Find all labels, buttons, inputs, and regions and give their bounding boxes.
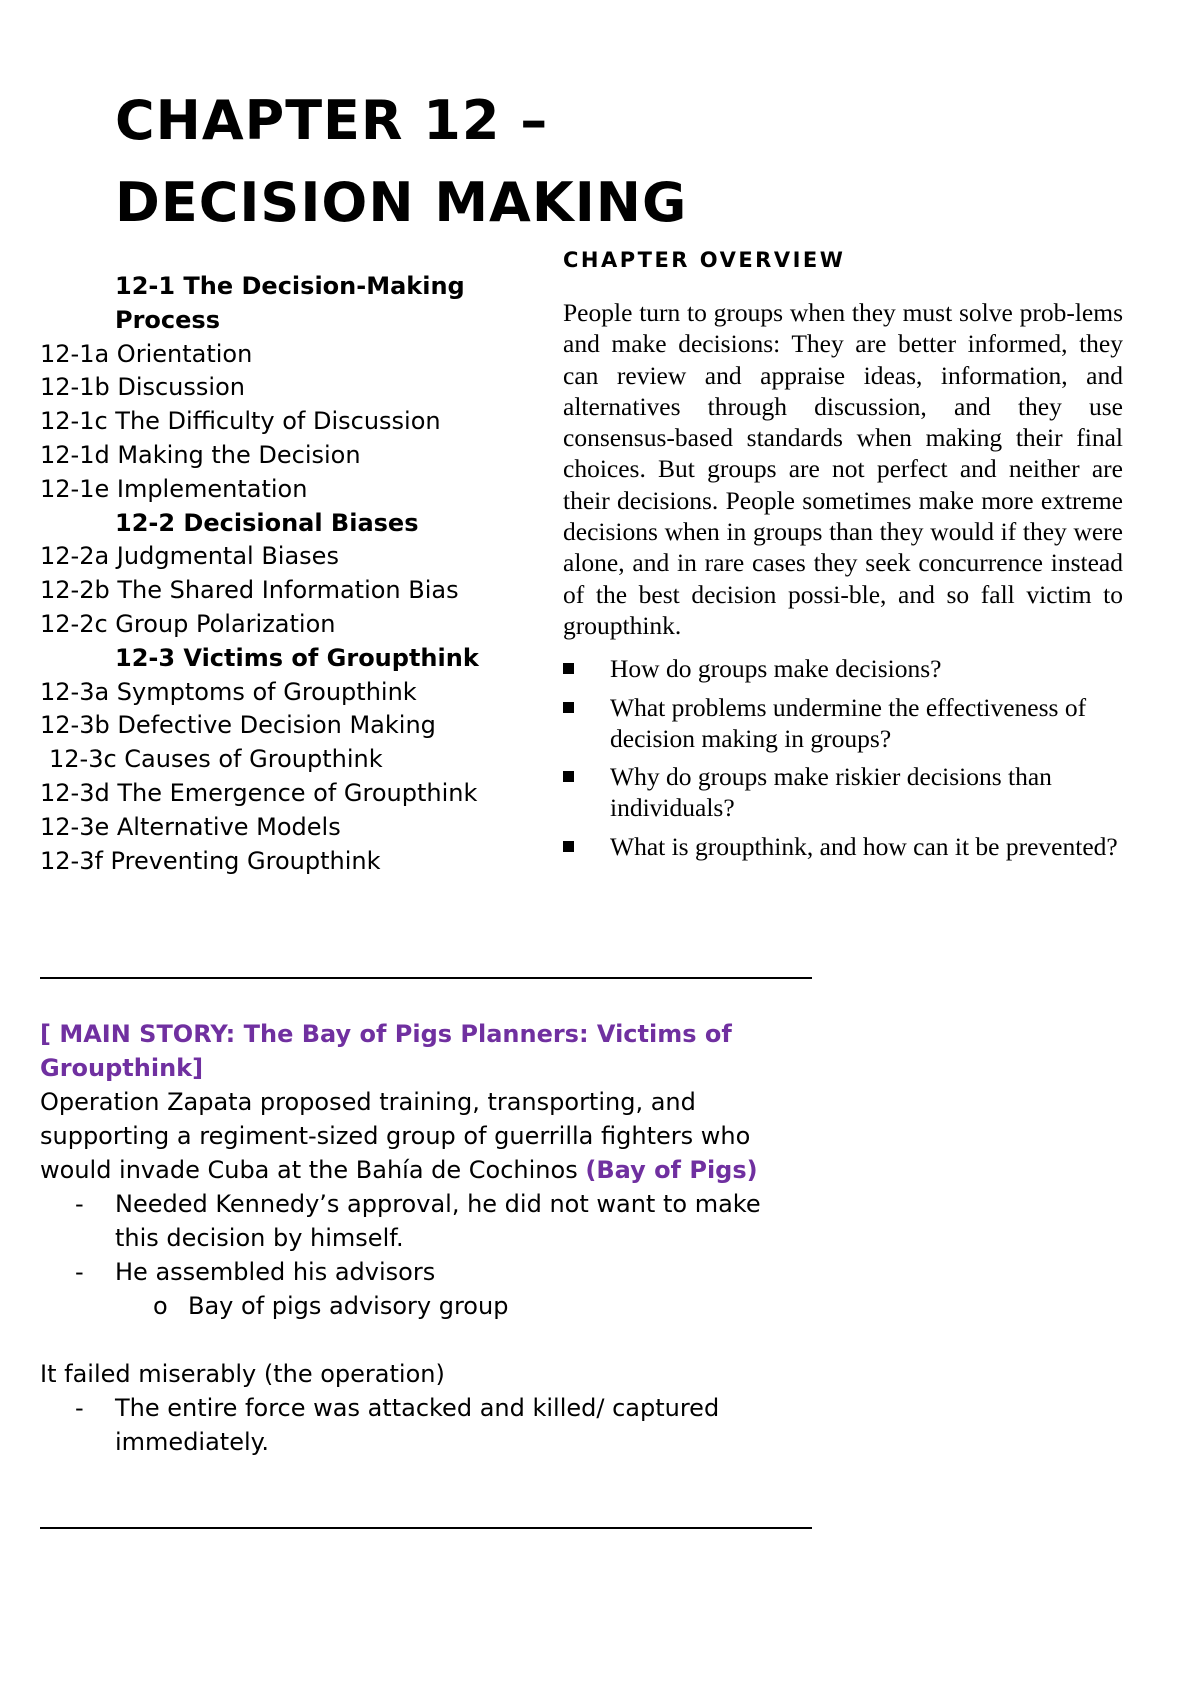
chapter-title-line-2: DECISION MAKING: [115, 171, 688, 234]
story-paragraph: [40, 1085, 800, 1187]
toc-section: 12-3 Victims of Groupthink: [115, 643, 479, 672]
chapter-title: [115, 80, 687, 244]
overview-heading: CHAPTER OVERVIEW: [563, 248, 846, 272]
question-text: How do groups make decisions?: [610, 654, 942, 684]
question-item: [563, 761, 1123, 824]
toc-item: 12-3d The Emergence of Groupthink: [40, 778, 478, 807]
story-subpoint-text: Bay of pigs advisory group: [188, 1292, 509, 1320]
toc-item: 12-1e Implementation: [40, 474, 308, 503]
toc-item: 12-2b The Shared Information Bias: [40, 576, 459, 605]
toc-item: 12-3e Alternative Models: [40, 812, 341, 841]
story-points-2: [40, 1391, 800, 1459]
circle-bullet-icon: o: [153, 1292, 168, 1320]
main-story: [40, 1017, 800, 1459]
square-bullet-icon: [563, 841, 574, 852]
story-point-text: He assembled his advisors: [115, 1258, 436, 1286]
square-bullet-icon: [563, 702, 574, 713]
story-point: [40, 1391, 800, 1459]
question-text: Why do groups make riskier decisions than individuals?: [610, 762, 1052, 823]
toc-item: 12-3b Defective Decision Making: [40, 711, 436, 740]
bottom-divider: [40, 1527, 812, 1529]
question-text: What is groupthink, and how can it be prevented?: [610, 831, 1118, 861]
story-paragraph-text: Operation Zapata proposed training, transporting, and supporting a regiment-sized group of guerrilla fighters who would invade Cuba at the Bahía de Cochinos: [40, 1088, 751, 1184]
dash-bullet-icon: -: [75, 1258, 84, 1286]
toc-section: 12-2 Decisional Biases: [115, 508, 419, 537]
story-point: [40, 1187, 800, 1255]
chapter-overview: [563, 248, 1123, 869]
spacer: [40, 1323, 800, 1357]
toc-item: 12-3c Causes of Groupthink: [49, 745, 383, 774]
story-point-text: The entire force was attacked and killed/ captured immediately.: [115, 1394, 720, 1456]
square-bullet-icon: [563, 771, 574, 782]
toc-item: 12-3a Symptoms of Groupthink: [40, 677, 417, 706]
dash-bullet-icon: -: [75, 1394, 84, 1422]
toc-item: 12-1c The Difficulty of Discussion: [40, 407, 441, 436]
story-point-text: Needed Kennedy’s approval, he did not want to make this decision by himself.: [115, 1190, 761, 1252]
square-bullet-icon: [563, 663, 574, 674]
chapter-title-line-1: CHAPTER 12 –: [115, 89, 549, 152]
toc-item: 12-1a Orientation: [40, 339, 253, 368]
question-text: What problems undermine the effectiveness of decision making in groups?: [610, 692, 1087, 753]
toc-item: 12-3f Preventing Groupthink: [40, 846, 381, 875]
story-point: [40, 1255, 800, 1289]
story-highlight: (Bay of Pigs): [585, 1156, 758, 1184]
question-item: [563, 831, 1123, 862]
dash-bullet-icon: -: [75, 1190, 84, 1218]
overview-questions: [563, 653, 1123, 862]
toc-item: 12-1d Making the Decision: [40, 440, 361, 469]
toc-item: 12-2c Group Polarization: [40, 609, 336, 638]
table-of-contents: [40, 270, 540, 878]
top-divider: [40, 977, 812, 979]
story-title: [ MAIN STORY: The Bay of Pigs Planners: Victims of Groupthink]: [40, 1020, 732, 1082]
overview-body: People turn to groups when they must solve prob-lems and make decisions: They are better informed, they can review and appraise ideas, information, and alternatives through discussion, and they use consensus-based standards when making their final choices. But groups are not perfect and neither are their decisions. People sometimes make more extreme decisions when in groups than they would if they were alone, and in rare cases they seek concurrence instead of the best decision possi-ble, and so fall victim to groupthink.: [563, 298, 1123, 640]
toc-item: 12-1b Discussion: [40, 373, 245, 402]
toc-section: 12-1 The Decision-Making Process: [115, 272, 465, 334]
story-subpoint: [40, 1289, 800, 1323]
toc-item: 12-2a Judgmental Biases: [40, 542, 339, 571]
story-subpoints: [40, 1289, 800, 1323]
story-paragraph-2: It failed miserably (the operation): [40, 1360, 445, 1388]
question-item: [563, 653, 1123, 684]
story-points: [40, 1187, 800, 1289]
question-item: [563, 692, 1123, 755]
